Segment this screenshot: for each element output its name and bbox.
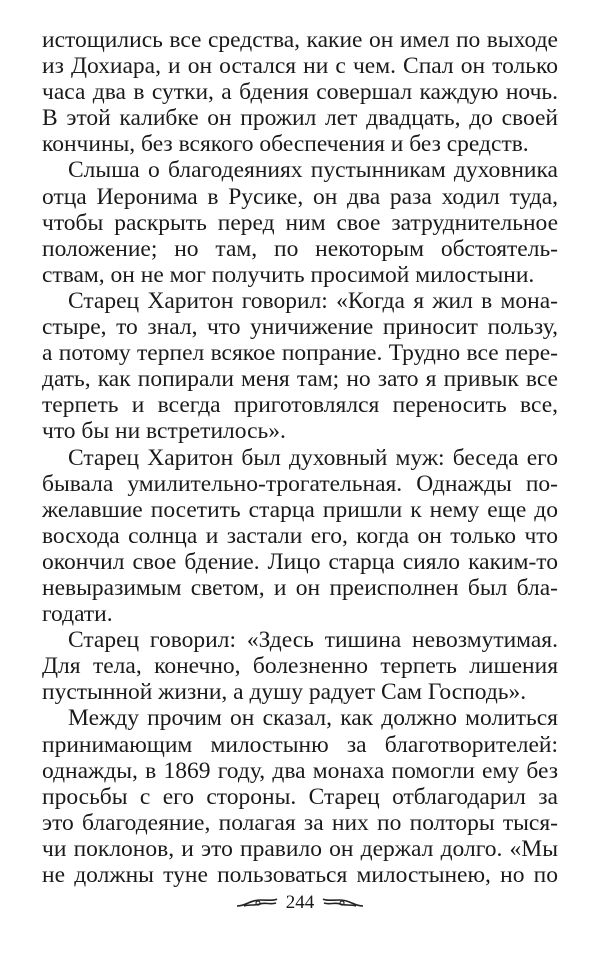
text-line: отца Иеронима в Русике, он два раза ходил туда, (42, 183, 558, 210)
text-line: Между прочим он сказал, как должно молиться (68, 705, 558, 732)
text-line: часа два в сутки, а бдения совершал каждую ночь. (42, 79, 558, 106)
text-line: кончины, без всякого обеспечения и без средств. (42, 131, 529, 158)
page-footer (0, 892, 600, 914)
left-ornament-icon (236, 897, 278, 909)
text-line: годати. (42, 601, 113, 628)
text-line: Старец Харитон говорил: «Когда я жил в мона- (68, 287, 558, 314)
text-line: Для тела, конечно, болезненно терпеть лишения (42, 653, 558, 680)
paragraph (42, 27, 558, 157)
text-line: чи поклонов, и это правило он держал долго. «Мы (42, 835, 558, 862)
text-line: окончил свое бдение. Лицо старца сияло каким-то (42, 548, 558, 575)
right-ornament-icon (322, 897, 364, 909)
paragraph (42, 157, 558, 287)
text-line: просьбы с его стороны. Старец отблагодарил за (42, 783, 558, 810)
text-line: не должны туне пользоваться милостынею, но по (42, 862, 558, 888)
text-line: невыразимым светом, и он преисполнен был бла- (42, 574, 558, 601)
text-line: из Дохиара, и он остался ни с чем. Спал он только (42, 53, 558, 80)
text-line: а потому терпел всякое попрание. Трудно все пере- (42, 340, 558, 367)
text-line: желавшие посетить старца пришли к нему еще до (42, 496, 558, 523)
text-line: терпеть и всегда приготовлялся переносить все, (42, 392, 558, 419)
page-body (42, 27, 558, 888)
text-line: восхода солнца и застали его, когда он только что (42, 522, 558, 549)
paragraph (42, 288, 558, 445)
paragraph (42, 445, 558, 628)
text-line: дать, как попирали меня там; но зато я привык все (42, 366, 558, 393)
text-line: стыре, то знал, что уничижение приносит пользу, (42, 314, 558, 341)
text-line: чтобы раскрыть перед ним свое затруднительное (42, 209, 558, 236)
text-line: бывала умилительно-трогательная. Однажды по- (42, 470, 558, 497)
text-line: однажды, в 1869 году, два монаха помогли ему без (42, 757, 558, 784)
text-line: положение; но там, по некоторым обстоятель- (42, 235, 558, 262)
paragraph (42, 705, 558, 888)
text-line: что бы ни встретилось». (42, 418, 286, 445)
text-line: Старец Харитон был духовный муж: беседа его (68, 444, 558, 471)
text-line: истощились все средства, какие он имел по выходе (42, 27, 558, 53)
text-line: пустынной жизни, а душу радует Сам Господь». (42, 679, 527, 706)
text-line: принимающим милостыню за благотворителей: (42, 731, 558, 758)
text-line: Слыша о благодеяниях пустынникам духовника (68, 157, 558, 184)
text-line: ствам, он не мог получить просимой милостыни. (42, 261, 535, 288)
paragraph (42, 627, 558, 705)
text-line: Старец говорил: «Здесь тишина невозмутимая. (68, 627, 558, 654)
text-line: В этой калибке он прожил лет двадцать, до своей (42, 105, 558, 132)
text-line: это благодеяние, полагая за них по полторы тыся- (42, 809, 558, 836)
page-number: 244 (285, 892, 315, 913)
